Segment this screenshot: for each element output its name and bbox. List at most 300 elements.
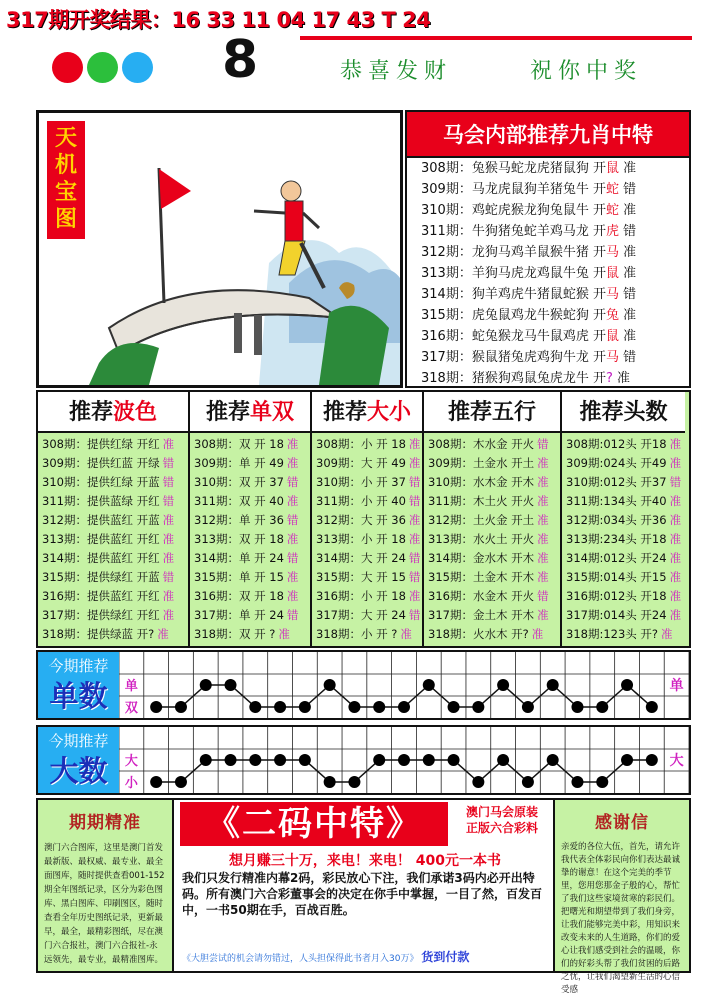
column-title-prefix: 推荐: [322, 400, 367, 425]
draw-result-banner: 317期开奖结果：16 33 11 04 17 43 T 24: [6, 8, 431, 32]
trend-point: [621, 754, 633, 766]
nine-row-result: 蛇: [605, 182, 619, 197]
trend-current-pick: 单: [669, 678, 684, 694]
nine-row-text: 315期：虎兔鼠鸡龙牛猴蛇狗 开: [421, 308, 606, 323]
recommend-row: [312, 606, 422, 625]
recommend-column: [190, 392, 312, 646]
recommend-row-verdict: 准: [408, 456, 421, 470]
two-code-banner: 《二码中特》: [180, 802, 448, 846]
recommend-row-text: 315期：单 开 15: [194, 570, 284, 584]
recommend-row-text: 311期：木土火 开火: [428, 494, 535, 508]
recommend-row-text: 309期：单 开 49: [194, 456, 284, 470]
right-notice-text: 亲爱的各位大伍，首先，请允许我代表全体彩民向你们表达最诚挚的谢意！在这个完美的季节里，您用您那金子般的心，帮忙了我们这些家境贫寒的彩民们。把曙光和期望带到了我们身旁，让我们能够完美中彩，用知识来改变未来的人生道路，你们的爱心让我们感受到社会的温暖，你们的好彩头帮了我们贫困的后路之忧，让我们渴望新生活的心信受感: [561, 842, 681, 995]
recommend-row: [562, 549, 685, 568]
right-notice: [553, 800, 689, 995]
recommend-row: [562, 587, 685, 606]
recommend-row-verdict: 错: [408, 608, 421, 622]
recommend-row-text: 313期：提供蓝红 开红: [42, 532, 160, 546]
recommend-row: [190, 435, 310, 454]
trend-point: [373, 701, 385, 713]
recommend-row-verdict: 错: [408, 494, 421, 508]
nine-row-verdict: 准: [623, 161, 637, 176]
recommend-row-verdict: 准: [162, 532, 175, 546]
nine-row-result: ?: [605, 371, 613, 386]
nine-zodiac-table: [405, 110, 691, 388]
center-advert: [176, 800, 553, 971]
recommend-row-text: 314期：提供蓝红 开红: [42, 551, 160, 565]
trend-point: [398, 754, 410, 766]
recommend-row-text: 318期：火水木 开?: [428, 627, 529, 641]
banner-side: [452, 804, 552, 836]
trend-point: [348, 701, 360, 713]
trend-point: [472, 701, 484, 713]
trend-point: [274, 754, 286, 766]
odd-even-trend-chart: [119, 652, 689, 718]
trend-point: [547, 679, 559, 691]
recommend-row-verdict: 准: [537, 513, 549, 527]
recommend-row-text: 314期：单 开 24: [194, 551, 284, 565]
nine-zodiac-row: [407, 179, 689, 200]
recommend-row-text: 318期：双 开 ?: [194, 627, 276, 641]
trend-point: [299, 701, 311, 713]
recommend-row-text: 318期:123头 开?: [566, 627, 659, 641]
trend-point: [448, 701, 460, 713]
trend-point: [621, 679, 633, 691]
recommend-row-verdict: 准: [531, 627, 544, 641]
trend-point: [472, 776, 484, 788]
recommend-row-text: 309期：提供红蓝 开绿: [42, 456, 160, 470]
recommend-row: [190, 511, 310, 530]
recommend-row: [424, 625, 560, 644]
recommend-row: [190, 625, 310, 644]
recommend-row: [562, 511, 685, 530]
recommend-row-text: 310期：双 开 37: [194, 475, 284, 489]
trend-point: [324, 776, 336, 788]
right-notice-title: 感谢信: [595, 813, 649, 833]
slogan-left: 恭喜发财: [340, 59, 453, 84]
recommend-row-text: 312期：单 开 36: [194, 513, 284, 527]
trend-point: [448, 754, 460, 766]
recommend-row-verdict: 准: [286, 570, 299, 584]
recommend-row: [38, 587, 188, 606]
recommend-row-text: 308期：小 开 18: [316, 437, 406, 451]
big-small-trend-panel: [36, 725, 691, 795]
recommend-row-verdict: 准: [669, 551, 682, 565]
recommend-row: [38, 549, 188, 568]
trend-point: [571, 701, 583, 713]
advert-subtitle: 想月赚三十万，来电！来电！ 400元一本书: [228, 853, 502, 869]
recommend-row-text: 311期:134头 开40: [566, 494, 667, 508]
recommend-column-title: [562, 392, 685, 433]
recommend-row: [190, 473, 310, 492]
nine-row-text: 318期：猪猴狗鸡鼠兔虎龙牛 开: [421, 371, 606, 386]
odd-even-pick: 单数: [49, 679, 108, 713]
recommend-row-verdict: 错: [162, 456, 175, 470]
recommend-row: [562, 435, 685, 454]
nine-row-text: 308期：兔猴马蛇龙虎猪鼠狗 开: [421, 161, 606, 176]
nine-zodiac-row: [407, 200, 689, 221]
recommend-row: [190, 530, 310, 549]
recommend-column-title: [424, 392, 560, 433]
recommend-row-text: 313期：水火土 开火: [428, 532, 535, 546]
recommend-row-verdict: 准: [537, 551, 549, 565]
recommend-row-text: 313期：双 开 18: [194, 532, 284, 546]
recommend-row-verdict: 准: [408, 532, 421, 546]
nine-row-result: 虎: [605, 224, 619, 239]
recommend-row-text: 311期：提供蓝绿 开红: [42, 494, 160, 508]
recommend-row-text: 312期：提供蓝红 开蓝: [42, 513, 160, 527]
recommend-row-verdict: 错: [162, 570, 175, 584]
cash-on-delivery-label: 货到付款: [421, 950, 470, 964]
recommend-row: [312, 435, 422, 454]
recommend-row-text: 311期：小 开 40: [316, 494, 406, 508]
advert-section: [36, 798, 691, 995]
green-ball-icon: [87, 52, 118, 83]
recommend-row: [424, 473, 560, 492]
nine-row-result: 马: [605, 245, 619, 260]
recommend-row: [38, 606, 188, 625]
nine-row-verdict: 准: [623, 245, 637, 260]
recommend-row-verdict: 准: [286, 437, 299, 451]
recommend-row-verdict: 错: [537, 589, 549, 603]
recommend-row-text: 313期：小 开 18: [316, 532, 406, 546]
recommend-row: [562, 625, 685, 644]
recommend-row-text: 308期：木水金 开火: [428, 437, 535, 451]
recommend-row-verdict: 准: [537, 475, 549, 489]
recommend-row-text: 317期：金土木 开木: [428, 608, 535, 622]
recommend-row-verdict: 准: [669, 570, 682, 584]
recommend-row-text: 316期：水金木 开火: [428, 589, 535, 603]
odd-even-caption: 今期推荐: [48, 657, 109, 675]
recommend-row-text: 309期：大 开 49: [316, 456, 406, 470]
recommend-row-verdict: 准: [162, 551, 175, 565]
nine-zodiac-row: [407, 242, 689, 263]
recommend-row: [562, 606, 685, 625]
recommend-row: [424, 606, 560, 625]
trend-point: [274, 701, 286, 713]
nine-zodiac-row: [407, 326, 689, 347]
recommend-row-verdict: 准: [408, 589, 421, 603]
recommend-row: [562, 454, 685, 473]
left-notice: [38, 800, 174, 971]
trend-point: [547, 754, 559, 766]
nine-row-text: 314期：狗羊鸡虎牛猪鼠蛇猴 开: [421, 287, 606, 302]
recommend-row-verdict: 错: [286, 608, 299, 622]
nine-zodiac-title: 马会内部推荐九肖中特: [407, 112, 689, 158]
recommend-row-text: 316期：小 开 18: [316, 589, 406, 603]
recommend-row: [562, 492, 685, 511]
column-title-prefix: 推荐头数: [579, 400, 668, 425]
recommend-row: [190, 454, 310, 473]
recommend-column: [424, 392, 562, 646]
trend-point: [249, 701, 261, 713]
trend-point: [423, 754, 435, 766]
trend-point: [522, 776, 534, 788]
column-title-prefix: 推荐五行: [447, 400, 536, 425]
nine-row-verdict: 错: [623, 182, 637, 197]
recommend-row: [312, 530, 422, 549]
picture-label: 天机宝图: [47, 121, 85, 239]
recommend-row: [190, 587, 310, 606]
recommend-row-verdict: 准: [408, 437, 421, 451]
recommend-row-text: 314期：金水木 开木: [428, 551, 535, 565]
recommend-row-verdict: 准: [162, 513, 175, 527]
nine-row-text: 310期：鸡蛇虎猴龙狗兔鼠牛 开: [421, 203, 606, 218]
trend-point: [571, 776, 583, 788]
recommend-row-verdict: 准: [157, 627, 169, 641]
big-small-label: [38, 727, 119, 793]
nine-row-text: 317期：猴鼠猪兔虎鸡狗牛龙 开: [421, 350, 606, 365]
banner-side-line1: 澳门马会原装: [465, 805, 538, 819]
recommend-row-verdict: 准: [669, 437, 682, 451]
trend-point: [175, 701, 187, 713]
recommend-row-text: 316期:012头 开18: [566, 589, 667, 603]
column-title-keyword: 单双: [250, 400, 295, 425]
recommend-column: [38, 392, 190, 646]
trend-point: [324, 679, 336, 691]
big-small-pick: 大数: [49, 754, 108, 788]
trend-point: [646, 701, 658, 713]
recommend-row-verdict: 准: [408, 513, 421, 527]
recommend-row-text: 317期：单 开 24: [194, 608, 284, 622]
row-label-lower: 双: [124, 701, 138, 716]
recommend-row-text: 316期：双 开 18: [194, 589, 284, 603]
recommend-row: [38, 511, 188, 530]
recommend-row-text: 315期:014头 开15: [566, 570, 667, 584]
row-label-upper: 单: [124, 679, 138, 694]
trend-point: [423, 679, 435, 691]
trend-point: [497, 754, 509, 766]
nine-row-verdict: 错: [623, 287, 637, 302]
trend-point: [150, 701, 162, 713]
recommend-row-text: 315期：大 开 15: [316, 570, 406, 584]
odd-even-label: [38, 652, 119, 718]
recommend-row: [312, 587, 422, 606]
column-title-prefix: 推荐: [68, 400, 113, 425]
recommend-row-text: 312期：大 开 36: [316, 513, 406, 527]
recommend-row-verdict: 准: [286, 494, 299, 508]
recommend-row-text: 317期：提供绿红 开红: [42, 608, 160, 622]
recommend-row: [38, 454, 188, 473]
nine-zodiac-row: [407, 368, 689, 389]
row-label-upper: 大: [124, 754, 138, 769]
nine-row-verdict: 准: [623, 329, 637, 344]
recommend-row-verdict: 准: [278, 627, 290, 641]
recommend-column-title: [38, 392, 188, 433]
recommend-row-text: 311期：双 开 40: [194, 494, 284, 508]
recommend-row-verdict: 错: [408, 551, 421, 565]
trend-point: [497, 679, 509, 691]
nine-row-result: 马: [605, 287, 619, 302]
recommend-row-text: 318期：提供绿蓝 开?: [42, 627, 155, 641]
row-label-lower: 小: [124, 776, 138, 791]
big-small-trend-chart: [119, 727, 689, 793]
recommend-row-text: 312期：土火金 开土: [428, 513, 535, 527]
recommend-column: [312, 392, 424, 646]
recommend-row-text: 317期：大 开 24: [316, 608, 406, 622]
recommend-row-text: 310期：小 开 37: [316, 475, 406, 489]
recommend-row-verdict: 准: [669, 513, 682, 527]
nine-row-verdict: 准: [623, 308, 637, 323]
column-title-keyword: 波色: [113, 400, 158, 425]
recommend-row-verdict: 准: [669, 608, 682, 622]
recommend-row-verdict: 错: [162, 475, 175, 489]
recommend-row-verdict: 准: [286, 532, 299, 546]
recommend-row: [424, 435, 560, 454]
big-small-caption: 今期推荐: [48, 732, 109, 750]
red-ball-icon: [52, 52, 83, 83]
recommend-row-verdict: 错: [408, 570, 421, 584]
trend-point: [646, 754, 658, 766]
recommend-row: [38, 625, 188, 644]
recommend-row-text: 308期：提供红绿 开红: [42, 437, 160, 451]
recommend-row: [312, 549, 422, 568]
recommend-column-title: [190, 392, 310, 433]
recommend-row: [562, 568, 685, 587]
recommend-row: [562, 473, 685, 492]
trend-point: [299, 754, 311, 766]
recommend-row-verdict: 准: [286, 456, 299, 470]
trend-point: [596, 776, 608, 788]
recommend-row-verdict: 错: [286, 551, 299, 565]
column-title-prefix: 推荐: [205, 400, 250, 425]
left-notice-title: 期期精准: [69, 813, 141, 833]
recommend-row-text: 314期：大 开 24: [316, 551, 406, 565]
nine-row-result: 鼠: [605, 329, 619, 344]
trend-point: [200, 754, 212, 766]
nine-row-verdict: 错: [623, 224, 637, 239]
recommend-row-text: 315期：提供绿红 开蓝: [42, 570, 160, 584]
recommend-row: [38, 473, 188, 492]
recommend-row-text: 310期：水木金 开木: [428, 475, 535, 489]
recommend-row-verdict: 准: [669, 589, 682, 603]
nine-row-verdict: 错: [623, 350, 637, 365]
recommend-row: [190, 606, 310, 625]
trend-point: [200, 679, 212, 691]
recommend-row-text: 313期:234头 开18: [566, 532, 667, 546]
trend-point: [225, 754, 237, 766]
nine-zodiac-row: [407, 221, 689, 242]
recommend-row: [562, 530, 685, 549]
issue-big-number: 8: [222, 30, 259, 90]
recommend-row-text: 310期：提供红绿 开蓝: [42, 475, 160, 489]
trend-point: [348, 776, 360, 788]
recommend-row: [424, 454, 560, 473]
trend-point: [249, 754, 261, 766]
riddle-picture: [36, 110, 403, 388]
recommend-row-text: 309期:024头 开49: [566, 456, 667, 470]
recommend-grid: [36, 390, 691, 648]
recommend-row-text: 316期：提供蓝红 开红: [42, 589, 160, 603]
nine-row-result: 兔: [605, 308, 619, 323]
recommend-row: [424, 568, 560, 587]
trend-point: [150, 776, 162, 788]
recommend-row-verdict: 错: [286, 475, 299, 489]
recommend-row-verdict: 准: [669, 456, 682, 470]
trend-point: [522, 701, 534, 713]
recommend-row-verdict: 错: [162, 494, 175, 508]
recommend-row-text: 308期:012头 开18: [566, 437, 667, 451]
recommend-row: [38, 530, 188, 549]
nine-zodiac-row: [407, 305, 689, 326]
nine-zodiac-row: [407, 263, 689, 284]
recommend-row-verdict: 准: [537, 494, 549, 508]
trend-point: [225, 679, 237, 691]
recommend-row-text: 309期：土金水 开土: [428, 456, 535, 470]
banner-side-line2: 正版六合彩料: [465, 821, 538, 835]
advert-body: 我们只发行精准内幕2码，彩民放心下注，我们承诺3码内必开出特码。所有澳门六合彩董事会的决定在你手中掌握，一目了然，百发百中，一书50期在手，百战百胜。: [182, 871, 543, 917]
nine-row-result: 蛇: [605, 203, 619, 218]
recommend-row: [38, 435, 188, 454]
odd-even-trend-panel: [36, 650, 691, 720]
recommend-row-text: 317期:014头 开24: [566, 608, 667, 622]
advert-footer: [182, 948, 548, 965]
recommend-row: [190, 492, 310, 511]
nine-row-verdict: 准: [623, 266, 637, 281]
recommend-row-text: 314期:012头 开24: [566, 551, 667, 565]
recommend-row-verdict: 准: [162, 608, 175, 622]
recommend-row: [38, 492, 188, 511]
nine-row-result: 鼠: [605, 266, 619, 281]
nine-row-result: 马: [605, 350, 619, 365]
nine-zodiac-row: [407, 158, 689, 179]
nine-row-text: 309期：马龙虎鼠狗羊猪兔牛 开: [421, 182, 606, 197]
recommend-row-verdict: 准: [669, 532, 682, 546]
recommend-row-verdict: 错: [408, 475, 421, 489]
nine-zodiac-row: [407, 284, 689, 305]
recommend-row-verdict: 准: [286, 589, 299, 603]
recommend-row: [38, 568, 188, 587]
nine-zodiac-row: [407, 347, 689, 368]
recommend-row-verdict: 准: [162, 437, 175, 451]
recommend-row: [424, 587, 560, 606]
trend-point: [175, 776, 187, 788]
advert-footer-text: 《大胆尝试的机会请勿错过，人头担保得此书者月入30万》: [182, 954, 419, 964]
blue-ball-icon: [122, 52, 153, 83]
recommend-row-verdict: 错: [286, 513, 299, 527]
nine-row-text: 311期：牛狗猪兔蛇羊鸡马龙 开: [421, 224, 606, 239]
recommend-row: [312, 492, 422, 511]
recommend-row-verdict: 准: [669, 494, 682, 508]
boy-on-bridge-illustration: [39, 113, 400, 385]
recommend-row: [424, 511, 560, 530]
column-title-keyword: 大小: [367, 400, 412, 425]
left-notice-text: 澳门六合图库，这里是澳门首发最新版、最权威、最专业、最全面图库，随时提供查看001-152期全年图纸记录，区分为彩色图库、黑白图库、印刷图区，随时查看全年历史图纸记录，更新最早，最全，最精彩图纸，尽在澳门六合报社，澳门六合报社-永远领先，最专业，最精准图库。: [44, 843, 165, 965]
recommend-row: [312, 568, 422, 587]
trend-point: [398, 701, 410, 713]
recommend-row: [190, 549, 310, 568]
recommend-row: [312, 454, 422, 473]
recommend-row: [312, 473, 422, 492]
recommend-row-verdict: 准: [537, 570, 549, 584]
nine-row-text: 316期：蛇兔猴龙马牛鼠鸡虎 开: [421, 329, 606, 344]
nine-row-text: 312期：龙狗马鸡羊鼠猴牛猪 开: [421, 245, 606, 260]
recommend-row-text: 312期:034头 开36: [566, 513, 667, 527]
recommend-column: [562, 392, 685, 646]
recommend-row-verdict: 准: [537, 532, 549, 546]
trend-current-pick: 大: [669, 753, 684, 769]
recommend-row-verdict: 准: [400, 627, 412, 641]
recommend-row-verdict: 准: [537, 456, 549, 470]
nine-row-verdict: 准: [623, 203, 637, 218]
recommend-row-text: 315期：土金木 开木: [428, 570, 535, 584]
recommend-row-verdict: 错: [669, 475, 682, 489]
recommend-row-verdict: 准: [162, 589, 175, 603]
recommend-row-text: 318期：小 开 ?: [316, 627, 398, 641]
nine-zodiac-rows: [407, 158, 689, 389]
recommend-row-text: 308期：双 开 18: [194, 437, 284, 451]
recommend-row-text: 310期:012头 开37: [566, 475, 667, 489]
